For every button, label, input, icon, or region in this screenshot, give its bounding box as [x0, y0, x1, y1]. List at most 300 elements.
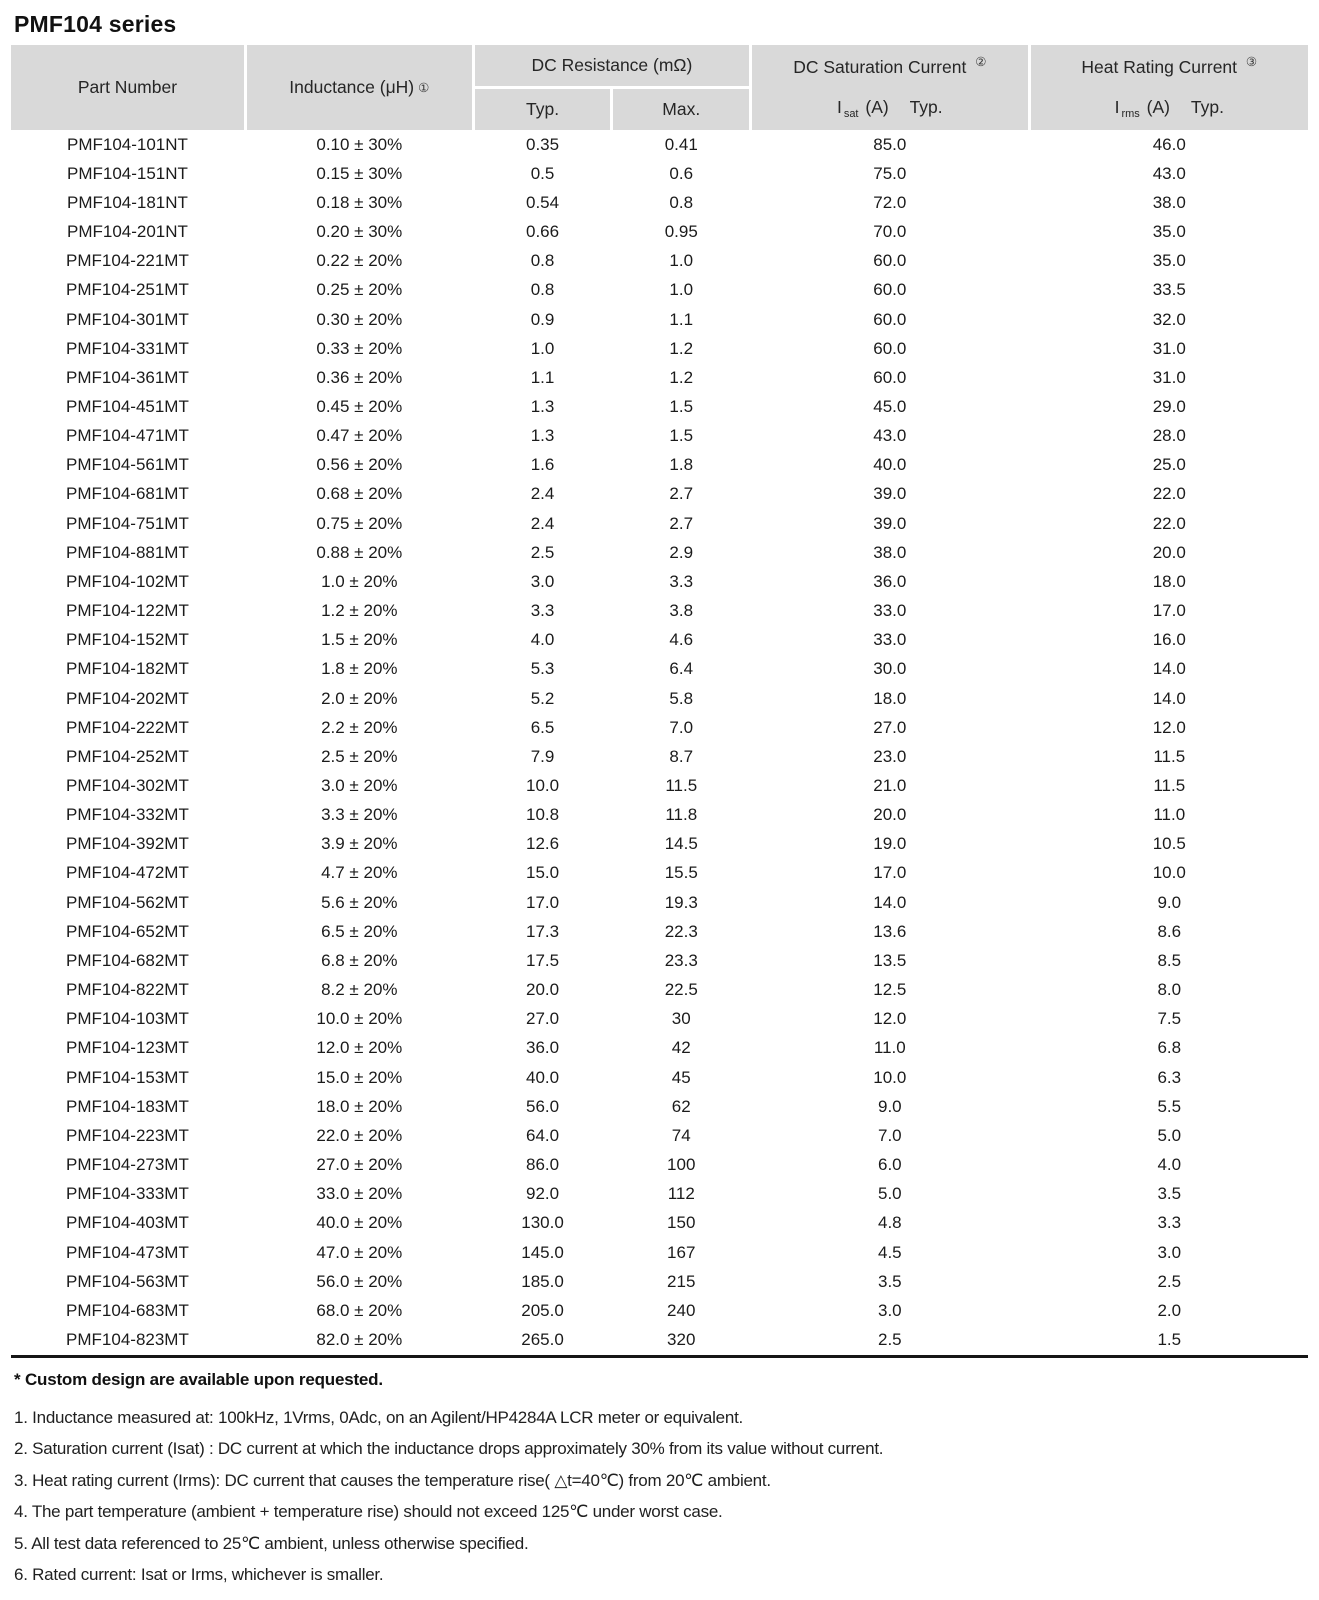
- cell-saturation-current: 14.0: [752, 888, 1027, 917]
- cell-heat-rating-current: 38.0: [1031, 188, 1308, 217]
- table-header: [11, 45, 1308, 130]
- cell-saturation-current: 9.0: [752, 1092, 1027, 1121]
- cell-heat-rating-current: 31.0: [1031, 334, 1308, 363]
- cell-dcr-typ: 17.5: [475, 946, 611, 975]
- cell-dcr-max: 11.5: [613, 771, 749, 800]
- footnote-line: 1. Inductance measured at: 100kHz, 1Vrms, 0Adc, on an Agilent/HP4284A LCR meter or equivalent.: [14, 1407, 744, 1427]
- cell-saturation-current: 18.0: [752, 684, 1027, 713]
- cell-dcr-max: 45: [613, 1063, 749, 1092]
- table-row: [11, 742, 1308, 771]
- table-row: [11, 655, 1308, 684]
- col-header-part-number: Part Number: [11, 45, 244, 130]
- cell-inductance: 1.8 ± 20%: [247, 655, 472, 684]
- cell-inductance: 82.0 ± 20%: [247, 1325, 472, 1354]
- irms-unit: (A): [1146, 97, 1170, 118]
- cell-dcr-max: 0.41: [613, 130, 749, 159]
- table-row: [11, 130, 1308, 159]
- cell-inductance: 0.45 ± 20%: [247, 392, 472, 421]
- cell-inductance: 56.0 ± 20%: [247, 1267, 472, 1296]
- cell-saturation-current: 60.0: [752, 363, 1027, 392]
- cell-saturation-current: 39.0: [752, 509, 1027, 538]
- cell-dcr-typ: 1.0: [475, 334, 611, 363]
- cell-heat-rating-current: 1.5: [1031, 1325, 1308, 1354]
- cell-dcr-typ: 17.3: [475, 917, 611, 946]
- cell-dcr-max: 167: [613, 1238, 749, 1267]
- cell-part-number: PMF104-223MT: [11, 1121, 244, 1150]
- cell-dcr-max: 62: [613, 1092, 749, 1121]
- cell-dcr-typ: 64.0: [475, 1121, 611, 1150]
- table-row: [11, 917, 1308, 946]
- cell-saturation-current: 75.0: [752, 159, 1027, 188]
- footnote-ref-2: ②: [975, 55, 987, 70]
- cell-part-number: PMF104-331MT: [11, 334, 244, 363]
- cell-dcr-max: 1.1: [613, 305, 749, 334]
- table-row: [11, 830, 1308, 859]
- cell-saturation-current: 45.0: [752, 392, 1027, 421]
- table-row: [11, 451, 1308, 480]
- cell-dcr-max: 14.5: [613, 830, 749, 859]
- footnote-line: 6. Rated current: Isat or Irms, whichever is smaller.: [14, 1565, 384, 1585]
- col-header-inductance: [247, 45, 472, 130]
- cell-part-number: PMF104-563MT: [11, 1267, 244, 1296]
- cell-dcr-max: 1.0: [613, 247, 749, 276]
- cell-inductance: 0.20 ± 30%: [247, 217, 472, 246]
- cell-dcr-max: 2.7: [613, 480, 749, 509]
- cell-heat-rating-current: 28.0: [1031, 422, 1308, 451]
- col-header-saturation-title: [793, 54, 986, 78]
- cell-part-number: PMF104-392MT: [11, 830, 244, 859]
- cell-dcr-typ: 2.5: [475, 538, 611, 567]
- cell-saturation-current: 13.6: [752, 917, 1027, 946]
- table-row: [11, 217, 1308, 246]
- cell-dcr-typ: 40.0: [475, 1063, 611, 1092]
- cell-dcr-typ: 56.0: [475, 1092, 611, 1121]
- cell-saturation-current: 70.0: [752, 217, 1027, 246]
- cell-inductance: 0.68 ± 20%: [247, 480, 472, 509]
- cell-heat-rating-current: 35.0: [1031, 217, 1308, 246]
- table-row: [11, 480, 1308, 509]
- cell-dcr-typ: 0.66: [475, 217, 611, 246]
- cell-inductance: 3.0 ± 20%: [247, 771, 472, 800]
- cell-inductance: 1.0 ± 20%: [247, 567, 472, 596]
- col-header-inductance-label: Inductance (μH): [289, 77, 415, 97]
- cell-inductance: 0.88 ± 20%: [247, 538, 472, 567]
- cell-part-number: PMF104-652MT: [11, 917, 244, 946]
- cell-dcr-typ: 2.4: [475, 509, 611, 538]
- cell-dcr-typ: 130.0: [475, 1209, 611, 1238]
- cell-part-number: PMF104-471MT: [11, 422, 244, 451]
- cell-dcr-max: 0.95: [613, 217, 749, 246]
- cell-part-number: PMF104-403MT: [11, 1209, 244, 1238]
- cell-saturation-current: 12.0: [752, 1005, 1027, 1034]
- cell-part-number: PMF104-682MT: [11, 946, 244, 975]
- table-row: [11, 859, 1308, 888]
- table-row: [11, 801, 1308, 830]
- cell-part-number: PMF104-451MT: [11, 392, 244, 421]
- cell-saturation-current: 12.5: [752, 976, 1027, 1005]
- cell-dcr-max: 0.8: [613, 188, 749, 217]
- cell-dcr-max: 19.3: [613, 888, 749, 917]
- col-header-dcr-max: Max.: [613, 89, 749, 130]
- cell-heat-rating-current: 22.0: [1031, 480, 1308, 509]
- cell-inductance: 3.3 ± 20%: [247, 801, 472, 830]
- cell-dcr-typ: 0.8: [475, 247, 611, 276]
- cell-dcr-typ: 92.0: [475, 1180, 611, 1209]
- cell-dcr-typ: 12.6: [475, 830, 611, 859]
- cell-part-number: PMF104-473MT: [11, 1238, 244, 1267]
- cell-part-number: PMF104-562MT: [11, 888, 244, 917]
- cell-dcr-typ: 5.2: [475, 684, 611, 713]
- cell-inductance: 0.25 ± 20%: [247, 276, 472, 305]
- cell-part-number: PMF104-152MT: [11, 626, 244, 655]
- cell-part-number: PMF104-683MT: [11, 1296, 244, 1325]
- cell-inductance: 8.2 ± 20%: [247, 976, 472, 1005]
- cell-inductance: 68.0 ± 20%: [247, 1296, 472, 1325]
- cell-inductance: 47.0 ± 20%: [247, 1238, 472, 1267]
- table-row: [11, 1209, 1308, 1238]
- cell-saturation-current: 85.0: [752, 130, 1027, 159]
- cell-saturation-current: 60.0: [752, 276, 1027, 305]
- cell-saturation-current: 3.5: [752, 1267, 1027, 1296]
- cell-dcr-max: 23.3: [613, 946, 749, 975]
- cell-heat-rating-current: 10.5: [1031, 830, 1308, 859]
- table-row: [11, 1063, 1308, 1092]
- cell-saturation-current: 21.0: [752, 771, 1027, 800]
- cell-part-number: PMF104-103MT: [11, 1005, 244, 1034]
- cell-dcr-typ: 17.0: [475, 888, 611, 917]
- irms-typ-label: Typ.: [1190, 97, 1224, 118]
- table-row: [11, 1034, 1308, 1063]
- cell-dcr-max: 6.4: [613, 655, 749, 684]
- cell-dcr-max: 3.8: [613, 597, 749, 626]
- cell-dcr-max: 3.3: [613, 567, 749, 596]
- cell-saturation-current: 43.0: [752, 422, 1027, 451]
- isat-unit: (A): [865, 97, 889, 118]
- cell-part-number: PMF104-123MT: [11, 1034, 244, 1063]
- table-row: [11, 188, 1308, 217]
- cell-inductance: 0.75 ± 20%: [247, 509, 472, 538]
- footnote-line: 4. The part temperature (ambient + temperature rise) should not exceed 125℃ under worst case.: [14, 1502, 723, 1522]
- cell-dcr-typ: 0.8: [475, 276, 611, 305]
- cell-saturation-current: 39.0: [752, 480, 1027, 509]
- cell-saturation-current: 33.0: [752, 597, 1027, 626]
- cell-saturation-current: 38.0: [752, 538, 1027, 567]
- cell-part-number: PMF104-252MT: [11, 742, 244, 771]
- cell-saturation-current: 6.0: [752, 1150, 1027, 1179]
- footnote-line: 5. All test data referenced to 25℃ ambient, unless otherwise specified.: [14, 1533, 529, 1553]
- cell-dcr-max: 1.0: [613, 276, 749, 305]
- cell-part-number: PMF104-333MT: [11, 1180, 244, 1209]
- table-row: [11, 509, 1308, 538]
- cell-dcr-max: 22.3: [613, 917, 749, 946]
- table-row: [11, 1325, 1308, 1354]
- spec-table: [11, 45, 1308, 1358]
- cell-inductance: 15.0 ± 20%: [247, 1063, 472, 1092]
- cell-inductance: 4.7 ± 20%: [247, 859, 472, 888]
- cell-saturation-current: 60.0: [752, 247, 1027, 276]
- cell-part-number: PMF104-251MT: [11, 276, 244, 305]
- isat-typ-label: Typ.: [909, 97, 943, 118]
- table-row: [11, 946, 1308, 975]
- cell-heat-rating-current: 20.0: [1031, 538, 1308, 567]
- cell-saturation-current: 20.0: [752, 801, 1027, 830]
- irms-symbol: I: [1114, 97, 1120, 118]
- cell-part-number: PMF104-472MT: [11, 859, 244, 888]
- cell-inductance: 6.5 ± 20%: [247, 917, 472, 946]
- cell-inductance: 6.8 ± 20%: [247, 946, 472, 975]
- cell-inductance: 0.10 ± 30%: [247, 130, 472, 159]
- cell-heat-rating-current: 3.5: [1031, 1180, 1308, 1209]
- footnote-ref-3: ③: [1245, 55, 1258, 70]
- cell-saturation-current: 33.0: [752, 626, 1027, 655]
- cell-heat-rating-current: 2.0: [1031, 1296, 1308, 1325]
- table-row: [11, 1180, 1308, 1209]
- datasheet-page: [11, 0, 1308, 1585]
- cell-saturation-current: 11.0: [752, 1034, 1027, 1063]
- cell-inductance: 0.15 ± 30%: [247, 159, 472, 188]
- cell-dcr-typ: 20.0: [475, 976, 611, 1005]
- cell-inductance: 5.6 ± 20%: [247, 888, 472, 917]
- cell-saturation-current: 60.0: [752, 334, 1027, 363]
- cell-heat-rating-current: 8.6: [1031, 917, 1308, 946]
- cell-saturation-current: 2.5: [752, 1325, 1027, 1354]
- footnote-line: 2. Saturation current (Isat) : DC current at which the inductance drops approximately 30% from its value without current.: [14, 1439, 884, 1459]
- cell-part-number: PMF104-881MT: [11, 538, 244, 567]
- cell-heat-rating-current: 18.0: [1031, 567, 1308, 596]
- cell-dcr-max: 0.6: [613, 159, 749, 188]
- cell-dcr-typ: 0.9: [475, 305, 611, 334]
- cell-part-number: PMF104-751MT: [11, 509, 244, 538]
- cell-heat-rating-current: 2.5: [1031, 1267, 1308, 1296]
- isat-symbol-subscript: sat: [843, 108, 859, 121]
- cell-inductance: 0.18 ± 30%: [247, 188, 472, 217]
- cell-saturation-current: 5.0: [752, 1180, 1027, 1209]
- cell-heat-rating-current: 14.0: [1031, 655, 1308, 684]
- table-row: [11, 976, 1308, 1005]
- col-header-heat-rating-title: [1081, 54, 1257, 78]
- cell-heat-rating-current: 11.0: [1031, 801, 1308, 830]
- cell-dcr-max: 240: [613, 1296, 749, 1325]
- cell-dcr-typ: 185.0: [475, 1267, 611, 1296]
- table-body: [11, 130, 1308, 1355]
- cell-part-number: PMF104-822MT: [11, 976, 244, 1005]
- cell-saturation-current: 27.0: [752, 713, 1027, 742]
- cell-dcr-typ: 6.5: [475, 713, 611, 742]
- cell-dcr-max: 1.2: [613, 334, 749, 363]
- table-row: [11, 334, 1308, 363]
- cell-dcr-typ: 3.3: [475, 597, 611, 626]
- cell-saturation-current: 4.8: [752, 1209, 1027, 1238]
- cell-part-number: PMF104-221MT: [11, 247, 244, 276]
- cell-saturation-current: 7.0: [752, 1121, 1027, 1150]
- cell-heat-rating-current: 43.0: [1031, 159, 1308, 188]
- table-row: [11, 305, 1308, 334]
- cell-inductance: 3.9 ± 20%: [247, 830, 472, 859]
- isat-symbol: I: [836, 97, 842, 118]
- table-row: [11, 888, 1308, 917]
- footnote-line: 3. Heat rating current (Irms): DC current that causes the temperature rise( △t=40℃) from 20℃ ambient.: [14, 1470, 771, 1490]
- col-header-saturation-label: DC Saturation Current: [793, 57, 967, 78]
- cell-dcr-typ: 1.1: [475, 363, 611, 392]
- cell-part-number: PMF104-202MT: [11, 684, 244, 713]
- cell-inductance: 1.5 ± 20%: [247, 626, 472, 655]
- cell-part-number: PMF104-561MT: [11, 451, 244, 480]
- cell-saturation-current: 40.0: [752, 451, 1027, 480]
- cell-heat-rating-current: 25.0: [1031, 451, 1308, 480]
- cell-dcr-max: 11.8: [613, 801, 749, 830]
- cell-saturation-current: 72.0: [752, 188, 1027, 217]
- cell-heat-rating-current: 46.0: [1031, 130, 1308, 159]
- cell-part-number: PMF104-222MT: [11, 713, 244, 742]
- cell-inductance: 18.0 ± 20%: [247, 1092, 472, 1121]
- cell-dcr-max: 1.5: [613, 392, 749, 421]
- cell-saturation-current: 4.5: [752, 1238, 1027, 1267]
- cell-inductance: 0.30 ± 20%: [247, 305, 472, 334]
- cell-dcr-max: 74: [613, 1121, 749, 1150]
- col-header-dcr-typ: Typ.: [475, 89, 611, 130]
- table-row: [11, 597, 1308, 626]
- col-header-saturation-current: [752, 45, 1027, 130]
- cell-dcr-max: 42: [613, 1034, 749, 1063]
- col-header-heat-rating-current: [1031, 45, 1308, 130]
- cell-saturation-current: 30.0: [752, 655, 1027, 684]
- cell-dcr-typ: 0.35: [475, 130, 611, 159]
- cell-dcr-max: 8.7: [613, 742, 749, 771]
- cell-heat-rating-current: 4.0: [1031, 1150, 1308, 1179]
- cell-part-number: PMF104-301MT: [11, 305, 244, 334]
- cell-inductance: 40.0 ± 20%: [247, 1209, 472, 1238]
- cell-dcr-typ: 2.4: [475, 480, 611, 509]
- table-row: [11, 626, 1308, 655]
- cell-dcr-typ: 0.5: [475, 159, 611, 188]
- table-row: [11, 771, 1308, 800]
- cell-dcr-typ: 265.0: [475, 1325, 611, 1354]
- cell-inductance: 1.2 ± 20%: [247, 597, 472, 626]
- cell-heat-rating-current: 32.0: [1031, 305, 1308, 334]
- page-title: PMF104 series: [14, 11, 177, 37]
- cell-dcr-max: 215: [613, 1267, 749, 1296]
- table-row: [11, 363, 1308, 392]
- cell-dcr-max: 2.9: [613, 538, 749, 567]
- table-row: [11, 1267, 1308, 1296]
- cell-saturation-current: 13.5: [752, 946, 1027, 975]
- table-row: [11, 1238, 1308, 1267]
- table-row: [11, 684, 1308, 713]
- cell-heat-rating-current: 31.0: [1031, 363, 1308, 392]
- custom-design-note: * Custom design are available upon requested.: [14, 1369, 383, 1389]
- table-row: [11, 422, 1308, 451]
- cell-heat-rating-current: 17.0: [1031, 597, 1308, 626]
- cell-inductance: 0.22 ± 20%: [247, 247, 472, 276]
- cell-dcr-typ: 3.0: [475, 567, 611, 596]
- cell-part-number: PMF104-332MT: [11, 801, 244, 830]
- cell-heat-rating-current: 6.3: [1031, 1063, 1308, 1092]
- table-row: [11, 159, 1308, 188]
- cell-heat-rating-current: 33.5: [1031, 276, 1308, 305]
- cell-dcr-typ: 86.0: [475, 1150, 611, 1179]
- cell-part-number: PMF104-181NT: [11, 188, 244, 217]
- table-row: [11, 1296, 1308, 1325]
- cell-inductance: 2.0 ± 20%: [247, 684, 472, 713]
- cell-heat-rating-current: 11.5: [1031, 771, 1308, 800]
- cell-dcr-typ: 15.0: [475, 859, 611, 888]
- col-header-saturation-unit: [837, 97, 943, 120]
- cell-dcr-typ: 1.3: [475, 422, 611, 451]
- cell-heat-rating-current: 5.5: [1031, 1092, 1308, 1121]
- cell-heat-rating-current: 29.0: [1031, 392, 1308, 421]
- table-row: [11, 392, 1308, 421]
- cell-part-number: PMF104-302MT: [11, 771, 244, 800]
- cell-part-number: PMF104-201NT: [11, 217, 244, 246]
- cell-part-number: PMF104-122MT: [11, 597, 244, 626]
- cell-dcr-typ: 4.0: [475, 626, 611, 655]
- cell-dcr-max: 2.7: [613, 509, 749, 538]
- cell-part-number: PMF104-681MT: [11, 480, 244, 509]
- cell-part-number: PMF104-151NT: [11, 159, 244, 188]
- cell-dcr-typ: 27.0: [475, 1005, 611, 1034]
- footnotes: [14, 1408, 1308, 1586]
- table-row: [11, 538, 1308, 567]
- cell-heat-rating-current: 16.0: [1031, 626, 1308, 655]
- cell-dcr-typ: 1.3: [475, 392, 611, 421]
- cell-inductance: 2.5 ± 20%: [247, 742, 472, 771]
- cell-dcr-typ: 36.0: [475, 1034, 611, 1063]
- cell-part-number: PMF104-361MT: [11, 363, 244, 392]
- cell-dcr-max: 1.5: [613, 422, 749, 451]
- cell-saturation-current: 19.0: [752, 830, 1027, 859]
- cell-dcr-max: 5.8: [613, 684, 749, 713]
- cell-dcr-typ: 10.8: [475, 801, 611, 830]
- cell-part-number: PMF104-182MT: [11, 655, 244, 684]
- cell-dcr-max: 22.5: [613, 976, 749, 1005]
- cell-dcr-max: 320: [613, 1325, 749, 1354]
- cell-heat-rating-current: 22.0: [1031, 509, 1308, 538]
- cell-dcr-max: 1.8: [613, 451, 749, 480]
- table-row: [11, 276, 1308, 305]
- cell-heat-rating-current: 35.0: [1031, 247, 1308, 276]
- table-row: [11, 1121, 1308, 1150]
- cell-saturation-current: 23.0: [752, 742, 1027, 771]
- table-row: [11, 713, 1308, 742]
- cell-inductance: 0.47 ± 20%: [247, 422, 472, 451]
- col-header-heat-rating-label: Heat Rating Current: [1081, 57, 1238, 78]
- cell-dcr-typ: 5.3: [475, 655, 611, 684]
- table-row: [11, 247, 1308, 276]
- cell-inductance: 0.36 ± 20%: [247, 363, 472, 392]
- cell-dcr-typ: 205.0: [475, 1296, 611, 1325]
- cell-saturation-current: 36.0: [752, 567, 1027, 596]
- cell-heat-rating-current: 8.0: [1031, 976, 1308, 1005]
- cell-dcr-max: 150: [613, 1209, 749, 1238]
- cell-inductance: 22.0 ± 20%: [247, 1121, 472, 1150]
- irms-symbol-subscript: rms: [1121, 108, 1140, 121]
- cell-dcr-typ: 0.54: [475, 188, 611, 217]
- cell-dcr-max: 7.0: [613, 713, 749, 742]
- cell-inductance: 27.0 ± 20%: [247, 1150, 472, 1179]
- cell-dcr-typ: 145.0: [475, 1238, 611, 1267]
- cell-heat-rating-current: 14.0: [1031, 684, 1308, 713]
- col-header-dc-resistance: DC Resistance (mΩ): [475, 45, 749, 86]
- table-row: [11, 1150, 1308, 1179]
- cell-inductance: 33.0 ± 20%: [247, 1180, 472, 1209]
- cell-heat-rating-current: 3.0: [1031, 1238, 1308, 1267]
- cell-part-number: PMF104-101NT: [11, 130, 244, 159]
- cell-part-number: PMF104-153MT: [11, 1063, 244, 1092]
- cell-saturation-current: 10.0: [752, 1063, 1027, 1092]
- cell-heat-rating-current: 10.0: [1031, 859, 1308, 888]
- cell-heat-rating-current: 12.0: [1031, 713, 1308, 742]
- footnote-ref-1: ①: [418, 81, 430, 95]
